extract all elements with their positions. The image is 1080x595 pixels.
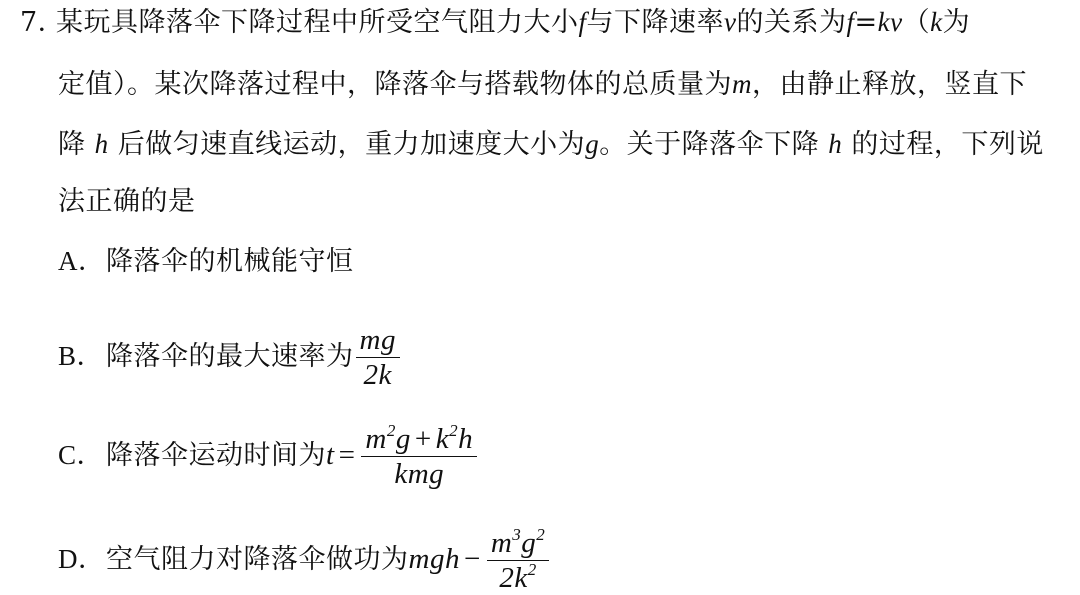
option-c-fraction <box>361 422 477 491</box>
question-text: 后做匀速直线运动，重力加速度大小为 <box>117 129 586 160</box>
question-line-3 <box>58 128 1044 161</box>
option-c-text: 降落伞运动时间为 <box>106 440 326 471</box>
question-line-1 <box>20 6 970 39</box>
question-text: 与下降速率 <box>586 7 725 38</box>
fraction-denominator: kmg <box>394 458 445 490</box>
fraction-numerator: mg <box>356 323 400 358</box>
formula-equals: = <box>854 7 878 38</box>
variable-m: m <box>732 69 752 99</box>
option-c[interactable] <box>58 422 479 491</box>
formula-f: f <box>846 7 855 37</box>
exponent: 2 <box>536 525 546 544</box>
fraction-denominator: 2k <box>363 359 392 391</box>
option-d-letter: D． <box>58 544 106 574</box>
option-a-letter: A． <box>58 246 106 276</box>
variable-h: h <box>94 129 109 159</box>
option-a-text: 降落伞的机械能守恒 <box>106 246 354 277</box>
question-text: 法正确的是 <box>58 186 196 217</box>
term-m: m <box>490 527 513 559</box>
variable-h: h <box>828 129 843 159</box>
term-2k: 2k <box>499 562 528 594</box>
question-text: 。关于降落伞下降 <box>599 129 820 160</box>
variable-f: f <box>578 7 587 37</box>
term-m: m <box>365 423 387 455</box>
exponent: 2 <box>527 560 537 579</box>
formula-kv: kv <box>877 7 903 37</box>
option-b-letter: B． <box>58 341 105 371</box>
option-d-minus: − <box>463 543 481 575</box>
term-h: h <box>458 423 474 455</box>
question-text: 降 <box>58 129 86 160</box>
option-d-text: 空气阻力对降落伞做功为 <box>106 544 409 575</box>
fraction-denominator <box>487 561 549 595</box>
variable-g: g <box>585 129 600 159</box>
option-b-text: 降落伞的最大速率为 <box>106 341 354 372</box>
option-d-lhs: mgh <box>408 543 460 575</box>
term-g: g <box>521 527 537 559</box>
variable-v: v <box>724 7 737 37</box>
option-c-letter: C． <box>58 440 105 470</box>
fraction-numerator <box>487 526 549 561</box>
question-text: ，由静止释放，竖直下 <box>752 69 1027 100</box>
term-g: g <box>395 423 411 455</box>
option-c-equals: = <box>338 439 356 471</box>
term-k: k <box>435 423 450 455</box>
exponent: 2 <box>386 421 396 440</box>
variable-k: k <box>930 7 943 37</box>
question-number: 7． <box>20 7 66 38</box>
question-text: 某玩具降落伞下降过程中所受空气阻力大小 <box>56 7 579 38</box>
option-c-lhs: t <box>326 439 335 471</box>
question-line-4 <box>58 186 196 218</box>
question-text: （ <box>902 7 931 38</box>
option-a[interactable] <box>58 245 354 278</box>
fraction-numerator <box>361 422 477 457</box>
option-b[interactable] <box>58 323 402 392</box>
question-text: 的过程，下列说 <box>851 129 1044 160</box>
option-d-fraction <box>487 526 549 595</box>
question-text: 为 <box>942 7 971 38</box>
exponent: 3 <box>512 525 522 544</box>
question-text: 定值）。某次降落过程中，降落伞与搭载物体的总质量为 <box>58 69 732 100</box>
question-text: 的关系为 <box>736 7 847 38</box>
option-d[interactable] <box>58 526 551 595</box>
plus-sign: + <box>414 423 432 455</box>
question-line-2 <box>58 68 1027 101</box>
exponent: 2 <box>449 421 459 440</box>
option-b-fraction <box>356 323 400 392</box>
